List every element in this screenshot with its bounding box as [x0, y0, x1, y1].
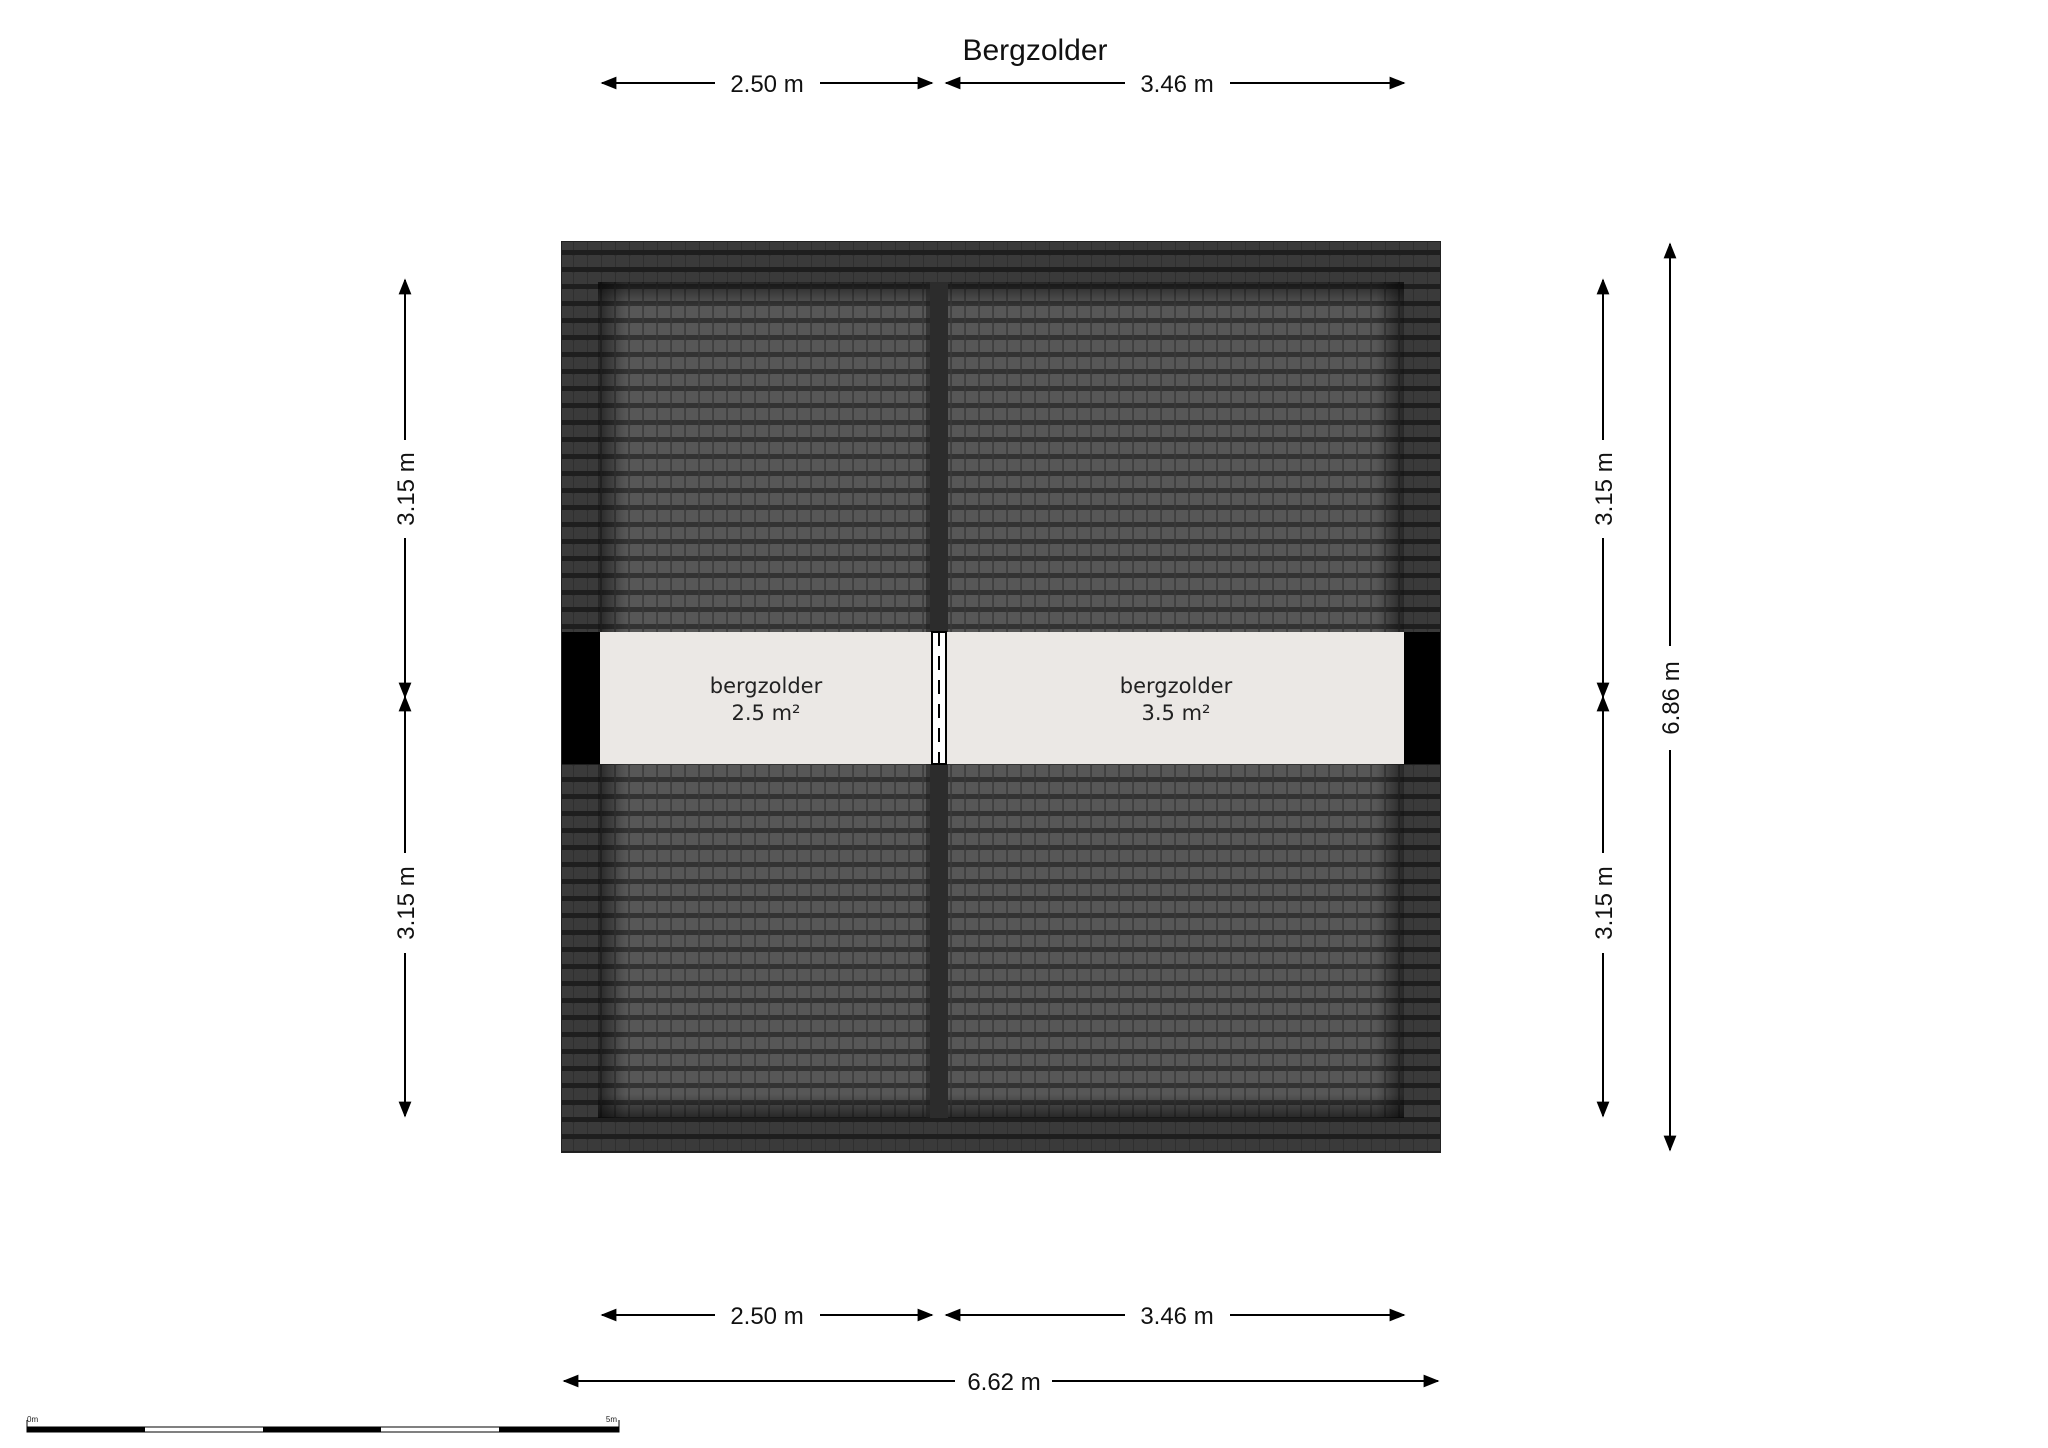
dim-bottom-left: 2.50 m: [730, 1303, 804, 1330]
partition-opening: [932, 632, 946, 764]
wall-right: [1404, 632, 1440, 764]
scale-bar: [27, 1420, 619, 1432]
dim-top-right: 3.46 m: [1140, 71, 1214, 98]
dim-bottom-right: 3.46 m: [1140, 1303, 1214, 1330]
dim-right-lower: 3.15 m: [1591, 866, 1618, 940]
room-right: [946, 632, 1404, 764]
room-strip: [562, 632, 1440, 764]
room-left-name: bergzolder: [709, 674, 823, 698]
room-left: [600, 632, 932, 764]
dim-left-lower: 3.15 m: [393, 866, 420, 940]
plan-title: Bergzolder: [962, 34, 1108, 67]
room-right-area: 3.5 m²: [1141, 701, 1211, 725]
room-right-name: bergzolder: [1119, 674, 1233, 698]
scale-start-label: 0m: [27, 1415, 39, 1424]
dim-top-left: 2.50 m: [730, 71, 804, 98]
scale-end-label: 5m: [605, 1415, 617, 1424]
dim-overall-height: 6.86 m: [1658, 661, 1685, 735]
dim-overall-width: 6.62 m: [967, 1369, 1041, 1396]
room-left-area: 2.5 m²: [731, 701, 801, 725]
wall-left: [562, 632, 600, 764]
dim-right-upper: 3.15 m: [1591, 452, 1618, 526]
dim-left-upper: 3.15 m: [393, 452, 420, 526]
